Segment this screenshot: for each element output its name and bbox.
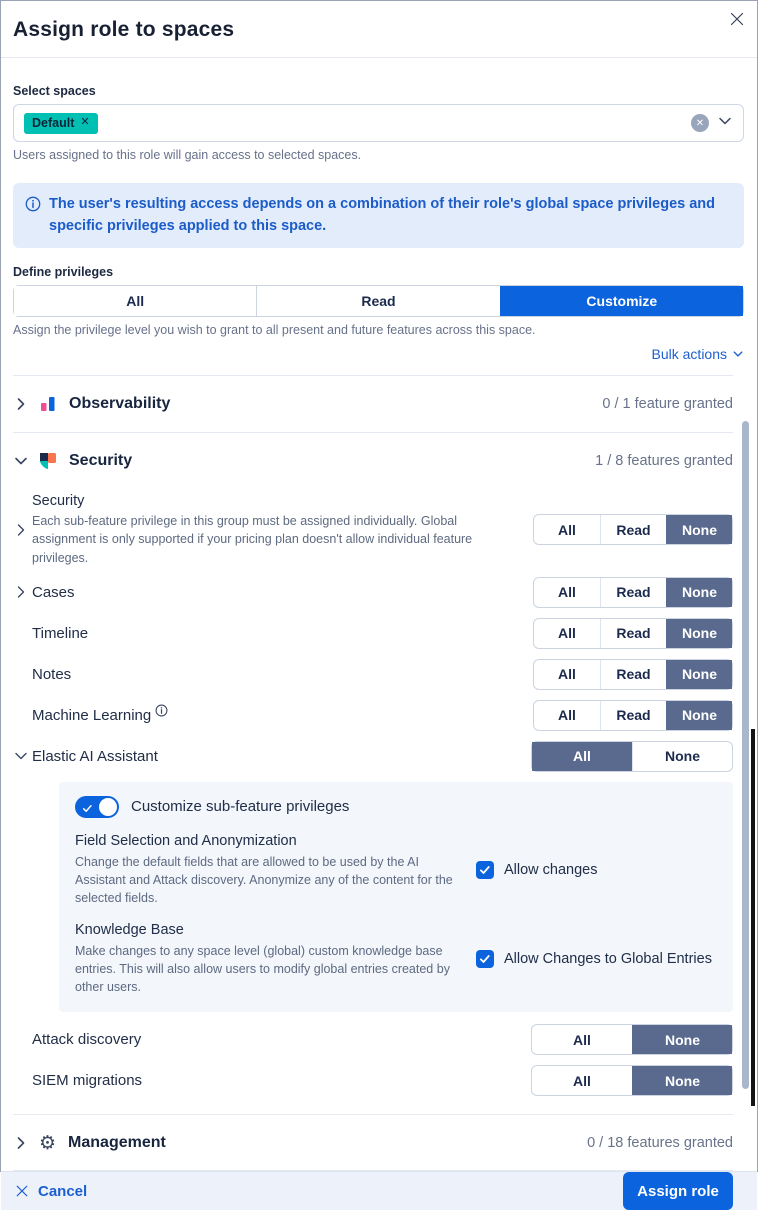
feature-label-notes: Notes	[32, 665, 72, 683]
bulk-actions-label: Bulk actions	[651, 346, 727, 363]
sub-feature-panel	[59, 782, 733, 1013]
select-spaces-label: Select spaces	[13, 84, 96, 98]
customize-subfeatures-toggle-row[interactable]	[75, 796, 717, 818]
attack-discovery-none-button[interactable]: None	[632, 1025, 732, 1054]
close-icon	[15, 1184, 29, 1198]
privilege-help-text: Assign the privilege level you wish to grant to all present and future features across this space.	[13, 323, 536, 338]
security-none-button[interactable]: None	[666, 515, 732, 544]
space-badge	[24, 113, 98, 134]
chevron-down-icon[interactable]	[13, 748, 32, 764]
info-icon	[25, 196, 41, 238]
feature-row-attack-discovery	[13, 1024, 733, 1055]
security-all-button[interactable]: All	[558, 521, 576, 538]
scrollbar-thumb[interactable]	[742, 421, 749, 1089]
allow-changes-checkbox-row	[476, 861, 598, 879]
feature-label-timeline: Timeline	[32, 624, 89, 642]
spaces-help-text: Users assigned to this role will gain access to selected spaces.	[13, 148, 362, 162]
timeline-read-button[interactable]: Read	[600, 619, 666, 648]
info-icon[interactable]	[155, 704, 168, 721]
feature-description-security: Each sub-feature privilege in this group must be assigned individually. Global assignment is only supported if your pricing plan doesn't allow individual feature privileges.	[32, 514, 473, 565]
siem-migrations-none-button[interactable]: None	[632, 1066, 732, 1095]
machine-learning-none-button[interactable]: None	[666, 701, 732, 730]
security-read-button[interactable]: Read	[600, 515, 666, 544]
accordion-management[interactable]	[13, 1114, 733, 1171]
feature-label-security: Security	[32, 493, 85, 510]
toggle-label: Customize sub-feature privileges	[131, 798, 350, 816]
attack-discovery-all-button[interactable]: All	[573, 1031, 591, 1048]
notes-read-button[interactable]: Read	[600, 660, 666, 689]
machine-learning-label: Machine Learning	[32, 706, 152, 724]
check-icon	[82, 801, 93, 819]
define-privileges-label: Define privileges	[13, 265, 114, 280]
feature-row-timeline	[13, 618, 733, 649]
page-title: Assign role to spaces	[13, 18, 235, 41]
assign-role-button[interactable]: Assign role	[623, 1172, 733, 1210]
feature-label-machine-learning	[32, 707, 168, 724]
feature-row-siem-migrations	[13, 1065, 733, 1096]
define-privileges-section	[13, 265, 744, 362]
siem-migrations-all-button[interactable]: All	[573, 1072, 591, 1089]
modal-header	[1, 1, 757, 58]
feature-row-ai-assistant	[13, 741, 733, 772]
privilege-group-notes	[533, 659, 733, 690]
spaces-combobox[interactable]	[13, 104, 744, 142]
remove-space-icon[interactable]: ✕	[80, 116, 90, 129]
privilege-all-button[interactable]: All	[14, 286, 256, 316]
privilege-group-cases	[533, 577, 733, 608]
notes-all-button[interactable]: All	[558, 666, 576, 683]
notes-none-button[interactable]: None	[666, 660, 732, 689]
subfeature-description-field-selection: Change the default fields that are allowed to be used by the AI Assistant and Attack discovery. Anonymize any of the content for the selected fields.	[75, 854, 453, 905]
granted-count-security: 1 / 8 features granted	[595, 453, 733, 470]
subfeature-knowledge-base	[75, 922, 717, 996]
feature-row-cases	[13, 577, 733, 608]
cancel-button[interactable]	[15, 1183, 87, 1200]
cases-all-button[interactable]: All	[558, 584, 576, 601]
modal-footer	[1, 1171, 757, 1210]
machine-learning-read-button[interactable]: Read	[600, 701, 666, 730]
privilege-read-button[interactable]: Read	[256, 286, 499, 316]
allow-changes-label: Allow changes	[504, 861, 598, 878]
observability-logo-icon	[39, 395, 57, 413]
gear-icon: ⚙	[39, 1131, 57, 1154]
feature-row-notes	[13, 659, 733, 690]
chevron-down-icon[interactable]	[13, 453, 29, 469]
security-logo-icon	[39, 452, 57, 470]
cases-read-button[interactable]: Read	[600, 578, 666, 607]
subfeature-field-selection	[75, 833, 717, 907]
close-icon[interactable]	[723, 5, 751, 33]
chevron-right-icon[interactable]	[13, 522, 32, 538]
privilege-group-ai-assistant	[531, 741, 733, 772]
toggle-knob	[99, 798, 117, 816]
bulk-actions-link[interactable]	[13, 346, 744, 362]
chevron-right-icon[interactable]	[13, 396, 29, 412]
callout-text: The user's resulting access depends on a combination of their role's global space privileges and specific privileges applied to this space.	[49, 195, 716, 234]
granted-count-management: 0 / 18 features granted	[587, 1134, 733, 1151]
cancel-label: Cancel	[38, 1182, 88, 1200]
allow-global-entries-checkbox-row	[476, 950, 712, 968]
feature-row-machine-learning	[13, 700, 733, 731]
privilege-customize-button[interactable]: Customize	[500, 286, 743, 316]
ai-assistant-all-button[interactable]: All	[532, 742, 632, 771]
group-title-management: Management	[68, 1133, 166, 1151]
allow-changes-checkbox[interactable]	[476, 861, 494, 879]
space-badge-label: Default	[32, 115, 75, 130]
feature-row-security	[13, 493, 733, 566]
cases-none-button[interactable]: None	[666, 578, 732, 607]
select-spaces-section	[1, 58, 757, 375]
feature-label-cases: Cases	[32, 583, 75, 601]
feature-label-attack-discovery: Attack discovery	[32, 1031, 142, 1049]
chevron-right-icon[interactable]	[13, 584, 32, 600]
info-callout	[13, 183, 744, 249]
group-title-observability: Observability	[69, 395, 171, 413]
privilege-group-machine-learning	[533, 700, 733, 731]
privilege-group-security	[533, 514, 733, 545]
chevron-right-icon[interactable]	[13, 1135, 29, 1151]
feature-label-siem-migrations: SIEM migrations	[32, 1072, 143, 1090]
accordion-security[interactable]	[13, 432, 733, 489]
allow-global-entries-checkbox[interactable]	[476, 950, 494, 968]
subfeature-title-field-selection: Field Selection and Anonymization	[75, 832, 297, 849]
privilege-group-attack-discovery	[531, 1024, 733, 1055]
timeline-all-button[interactable]: All	[558, 625, 576, 642]
privilege-group-timeline	[533, 618, 733, 649]
machine-learning-all-button[interactable]: All	[558, 707, 576, 724]
group-title-security: Security	[69, 452, 133, 470]
toggle-switch[interactable]	[75, 796, 119, 818]
chevron-down-icon[interactable]	[717, 113, 733, 134]
privilege-group-siem-migrations	[531, 1065, 733, 1096]
granted-count-observability: 0 / 1 feature granted	[602, 396, 733, 413]
clear-selection-icon[interactable]: ✕	[691, 114, 709, 132]
scrollbar-edge[interactable]	[751, 729, 755, 1106]
accordion-observability[interactable]	[13, 375, 733, 432]
timeline-none-button[interactable]: None	[666, 619, 732, 648]
subfeature-description-knowledge-base: Make changes to any space level (global) custom knowledge base entries. This will also allow users to modify global entries created by other users.	[75, 944, 450, 995]
allow-global-entries-label: Allow Changes to Global Entries	[504, 951, 712, 968]
privilege-level-group	[13, 285, 744, 317]
feature-privileges-table	[1, 375, 757, 1171]
feature-label-ai-assistant: Elastic AI Assistant	[32, 747, 158, 765]
chevron-down-icon	[732, 348, 744, 360]
ai-assistant-none-button[interactable]: None	[632, 742, 732, 771]
subfeature-title-knowledge-base: Knowledge Base	[75, 922, 184, 938]
